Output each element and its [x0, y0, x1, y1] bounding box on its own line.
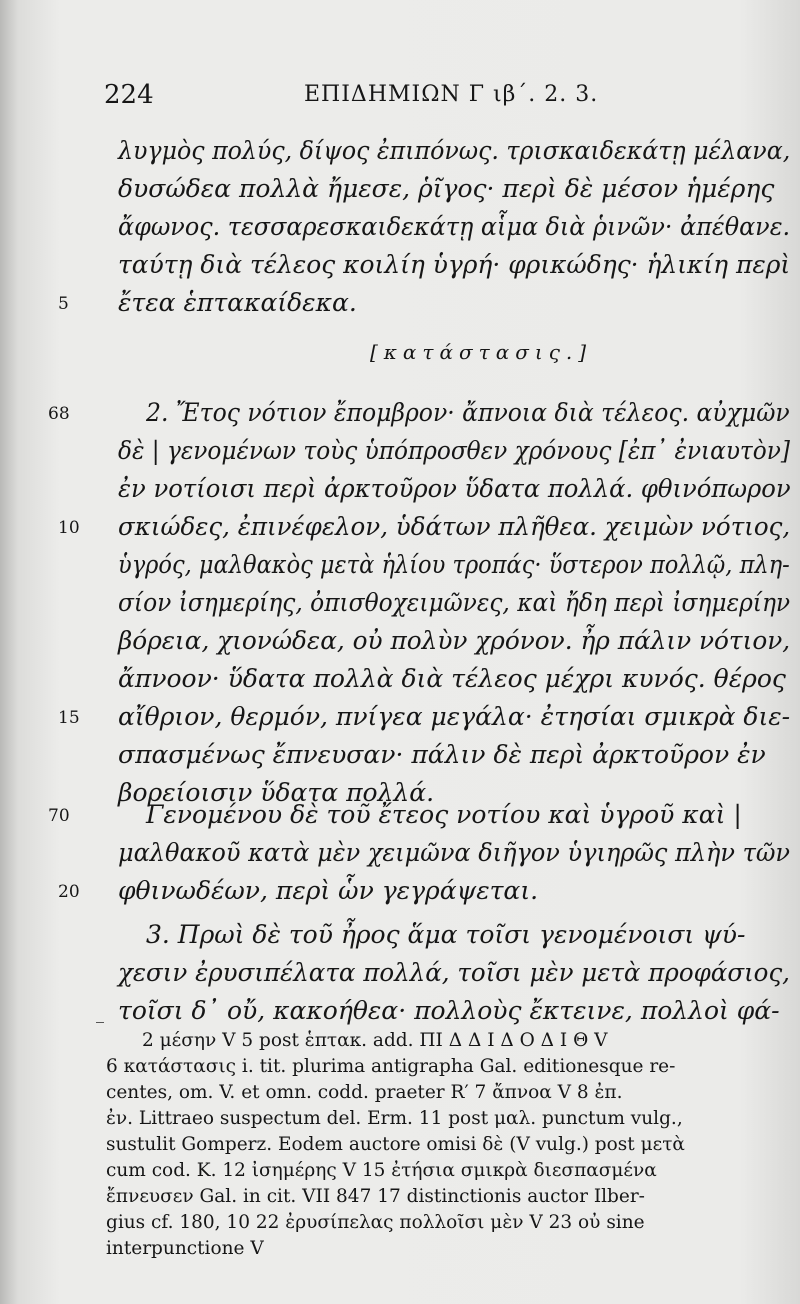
text-line: τοῖσι δ᾿ οὔ, κακοήθεα· πολλοὺς ἔκτεινε, πολλοὶ φά-: [118, 996, 780, 1025]
footnote-line: sustulit Gomperz. Eodem auctore omisi δὲ (V vulg.) post μετὰ: [106, 1134, 685, 1155]
text-line: βόρεια, χιονώδεα, οὐ πολὺν χρόνον. ἦρ πάλιν νότιον,: [118, 626, 791, 655]
text-line: αἴθριον, θερμόν, πνίγεα μεγάλα· ἐτησίαι σμικρὰ διε-: [118, 702, 791, 731]
text-line: δυσώδεα πολλὰ ἤμεσε, ῥῖγος· περὶ δὲ μέσον ἡμέρης: [118, 174, 775, 203]
footnote-line: ἐν. Littraeo suspectum del. Erm. 11 post μαλ. punctum vulg.,: [106, 1108, 683, 1129]
footnote-line: gius cf. 180, 10 22 ἐρυσίπελας πολλοῖσι μὲν V 23 οὐ sine: [106, 1212, 645, 1233]
running-title: ΕΠΙΔΗΜΙΩΝ Γ ιβ΄. 2. 3.: [304, 82, 599, 107]
text-line: σπασμένως ἔπνευσαν· πάλιν δὲ περὶ ἀρκτοῦρον ἐν: [118, 740, 766, 769]
footnote-marker: [96, 1022, 104, 1023]
footnote-line: cum cod. K. 12 ἰσημέρης V 15 ἐτήσια σμικρὰ διεσπασμένα: [106, 1160, 657, 1181]
text-line: λυγμὸς πολύς, δίψος ἐπιπόνως. τρισκαιδεκάτῃ μέλανα,: [118, 136, 791, 165]
footnote-line: centes, om. V. et omn. codd. praeter R′ 7 ἄπνοα V 8 ἐπ.: [106, 1082, 623, 1103]
footnote-line: interpunctione V: [106, 1238, 264, 1259]
line-number: 5: [58, 294, 69, 314]
page-number: 224: [104, 80, 154, 110]
line-number: 10: [58, 518, 80, 538]
text-line: ἄπνοον· ὕδατα πολλὰ διὰ τέλεος μέχρι κυνός. θέρος: [118, 664, 786, 693]
text-line: ἔτεα ἑπτακαίδεκα.: [118, 288, 357, 317]
line-number: 15: [58, 708, 80, 728]
section-subheading: [κατάστασις.]: [370, 340, 593, 364]
text-line: δὲ | γενομένων τοὺς ὑπόπροσθεν χρόνους [ἐπ᾿ ἐνιαυτὸν]: [118, 436, 790, 465]
running-head: [104, 80, 744, 120]
text-line: ἐν νοτίοισι περὶ ἀρκτοῦρον ὕδατα πολλά. φθινόπωρον: [118, 474, 791, 503]
section-number: 68: [48, 404, 70, 424]
section-number: 70: [48, 806, 70, 826]
text-line: ταύτῃ διὰ τέλεος κοιλίη ὑγρή· φρικώδης· ἡλικίη περὶ: [118, 250, 791, 279]
text-line: σίον ἰσημερίης, ὀπισθοχειμῶνες, καὶ ἤδη περὶ ἰσημερίην: [118, 588, 791, 617]
text-line: φθινωδέων, περὶ ὧν γεγράψεται.: [118, 876, 539, 905]
text-line: μαλθακοῦ κατὰ μὲν χειμῶνα διῆγον ὑγιηρῶς πλὴν τῶν: [118, 838, 790, 867]
footnote-line: 6 κατάστασις i. tit. plurima antigrapha Gal. editionesque re-: [106, 1056, 676, 1077]
text-line: Γενομένου δὲ τοῦ ἔτεος νοτίου καὶ ὑγροῦ καὶ |: [146, 800, 742, 829]
footnote-line: ἔπνευσεν Gal. in cit. VII 847 17 distinctionis auctor Ilber-: [106, 1186, 645, 1207]
text-line: ἄφωνος. τεσσαρεσκαιδεκάτῃ αἷμα διὰ ῥινῶν· ἀπέθανε.: [118, 212, 791, 241]
footnote-line: 2 μέσην V 5 post ἑπτακ. add. ΠΙ Δ Δ Ι Δ Ο Δ Ι Θ V: [142, 1030, 608, 1051]
line-number: 20: [58, 882, 80, 902]
text-line: 2. Ἔτος νότιον ἔπομβρον· ἄπνοια διὰ τέλεος. αὐχμῶν: [146, 398, 790, 427]
text-line: 3. Πρωὶ δὲ τοῦ ἦρος ἅμα τοῖσι γενομένοισι ψύ-: [146, 920, 746, 949]
text-line: χεσιν ἐρυσιπέλατα πολλά, τοῖσι μὲν μετὰ προφάσιος,: [118, 958, 790, 987]
text-line: ὑγρός, μαλθακὸς μετὰ ἡλίου τροπάς· ὕστερον πολλῷ, πλη-: [118, 550, 790, 579]
text-line: βορείοισιν ὕδατα πολλά.: [118, 778, 435, 807]
text-line: σκιώδες, ἐπινέφελον, ὑδάτων πλῆθεα. χειμὼν νότιος,: [118, 512, 791, 541]
